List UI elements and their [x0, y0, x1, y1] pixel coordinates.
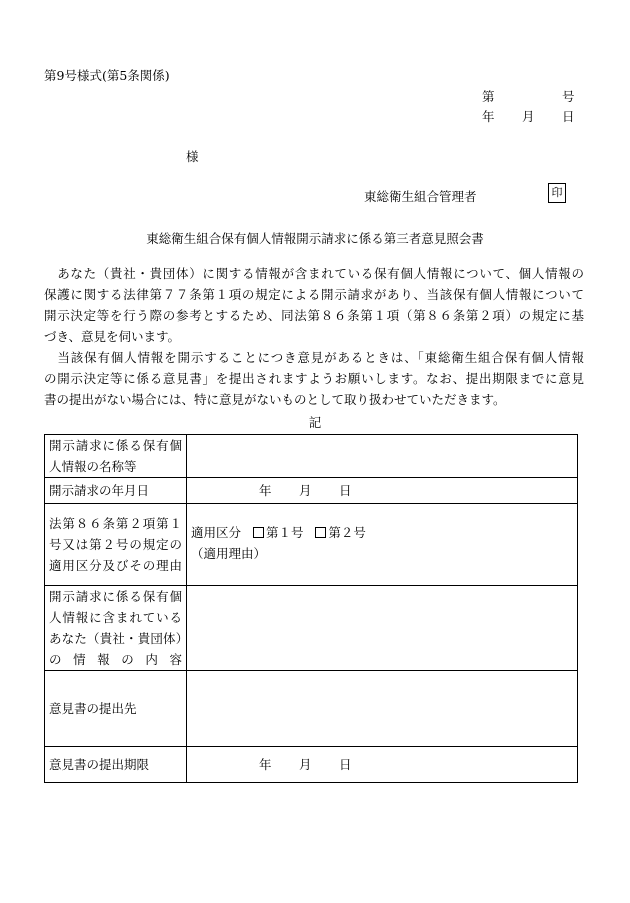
request-date-day: 日 [339, 483, 352, 498]
table-row [45, 747, 578, 783]
option1-label: 第１号 [265, 525, 304, 540]
deadline-value [187, 747, 578, 783]
option2-label: 第２号 [328, 525, 366, 540]
form-id: 第9号様式(第5条関係) [44, 68, 170, 83]
ki-heading: 記 [308, 415, 322, 430]
paragraph-1-line: 保護に関する法律第７７条第１項の規定による開示請求があり、当該保有個人情報について [44, 287, 584, 302]
table-row [45, 478, 578, 504]
number-suffix: 号 [562, 89, 575, 104]
deadline-year: 年 [259, 757, 272, 772]
table-row [45, 504, 578, 586]
paragraph-2 [44, 347, 584, 410]
row-label-submit-to: 意見書の提出先 [45, 671, 187, 747]
date-month: 月 [522, 109, 535, 124]
request-date-month: 月 [299, 483, 312, 498]
date-day: 日 [562, 109, 575, 124]
row-label-deadline: 意見書の提出期限 [45, 747, 187, 783]
row-label-category: 法第８６条第２項第１号又は第２号の規定の適用区分及びその理由 [45, 504, 187, 586]
submit-to-value [187, 671, 578, 747]
paragraph-2-line: 書の提出がない場合には、特に意見がないものとして取り扱わせていただきます。 [44, 392, 506, 407]
sender-title: 東総衛生組合管理者 [364, 189, 477, 204]
paragraph-1-line: あなた（貴社・貴団体）に関する情報が含まれている保有個人情報について、個人情報の [44, 266, 584, 281]
paragraph-1-line: づき、意見を伺います。 [44, 329, 181, 344]
paragraph-1-line: 開示決定等を行う際の参考とするため、同法第８６条第１項（第８６条第２項）の規定に基 [44, 308, 584, 323]
number-prefix: 第 [482, 89, 495, 104]
document-title: 東総衛生組合保有個人情報開示請求に係る第三者意見照会書 [146, 231, 484, 246]
option1-checkbox[interactable] [253, 527, 264, 538]
row-label-info-name: 開示請求に係る保有個人情報の名称等 [45, 435, 187, 478]
paragraph-2-line: 当該保有個人情報を開示することにつき意見があるときは、「東総衛生組合保有個人情報 [44, 350, 584, 365]
deadline-month: 月 [299, 757, 312, 772]
info-table [44, 434, 578, 783]
seal-box: 印 [548, 183, 566, 203]
info-content-value [187, 586, 578, 671]
row-label-info-content: 開示請求に係る保有個人情報に含まれているあなた（貴社・貴団体）の情報の内容 [45, 586, 187, 671]
paragraph-2-line: の開示決定等に係る意見書」を提出されますようお願いします。なお、提出期限までに意見 [44, 371, 584, 386]
request-date-year: 年 [259, 483, 272, 498]
addressee-suffix: 様 [186, 149, 199, 164]
category-label: 適用区分 [191, 525, 242, 540]
request-date-value [187, 478, 578, 504]
table-row [45, 586, 578, 671]
row-label-request-date: 開示請求の年月日 [45, 478, 187, 504]
category-value [187, 504, 578, 586]
info-name-value [187, 435, 578, 478]
table-row [45, 671, 578, 747]
reason-label: （適用理由） [191, 546, 267, 561]
deadline-day: 日 [339, 757, 352, 772]
date-year: 年 [482, 109, 495, 124]
paragraph-1 [44, 263, 584, 347]
option2-checkbox[interactable] [315, 527, 326, 538]
table-row [45, 435, 578, 478]
